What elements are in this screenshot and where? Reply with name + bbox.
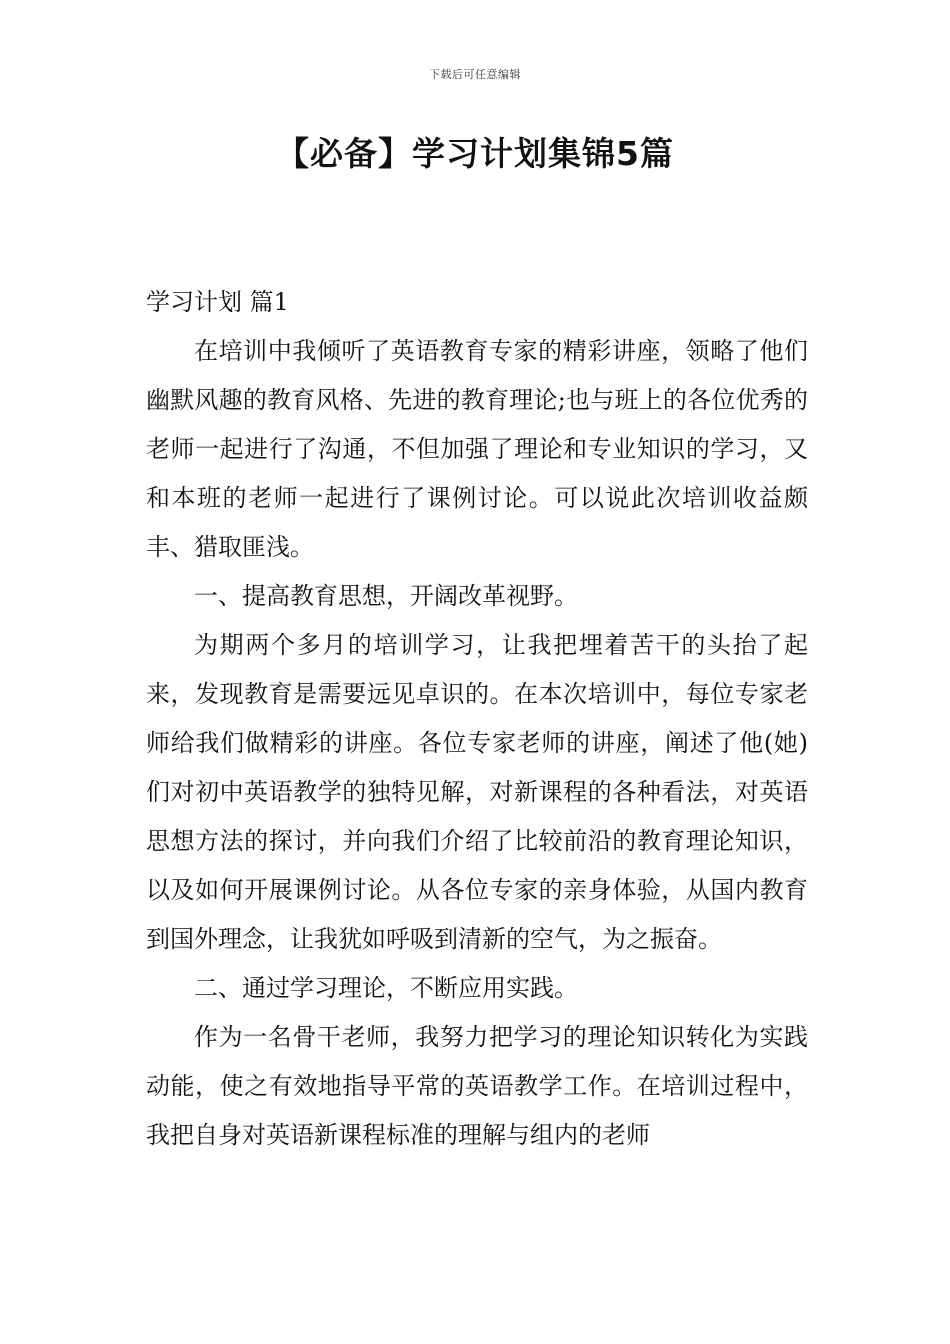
header-note: 下载后可任意编辑 [429, 68, 521, 81]
paragraph-training: 为期两个多月的培训学习，让我把埋着苦干的头抬了起来，发现教育是需要远见卓识的。在本次培训中，每位专家老师给我们做精彩的讲座。各位专家老师的讲座，阐述了他(她)们对初中英语教学的独特见解，对新课程的各种看法，对英语思想方法的探讨，并向我们介绍了比较前沿的教育理论知识，以及如何开展课例讨论。从各位专家的亲身体验，从国内教育到国外理念，让我犹如呼吸到清新的空气，为之振奋。 [146, 631, 808, 953]
paragraph-practice: 作为一名骨干老师，我努力把学习的理论知识转化为实践动能，使之有效地指导平常的英语教学工作。在培训过程中，我把自身对英语新课程标准的理解与组内的老师 [146, 1023, 808, 1149]
paragraph-intro: 在培训中我倾听了英语教育专家的精彩讲座，领略了他们幽默风趣的教育风格、先进的教育理论;也与班上的各位优秀的老师一起进行了沟通，不但加强了理论和专业知识的学习，又和本班的老师一起进行了课例讨论。可以说此次培训收益颇丰、猎取匪浅。 [146, 337, 808, 561]
paragraph-heading-two: 二、通过学习理论，不断应用实践。 [194, 974, 578, 1002]
document-title: 【必备】学习计划集锦5篇 [276, 134, 674, 173]
document-body [146, 278, 808, 1160]
section-heading: 学习计划 篇1 [146, 288, 289, 316]
paragraph-heading-one: 一、提高教育思想，开阔改革视野。 [194, 582, 578, 610]
